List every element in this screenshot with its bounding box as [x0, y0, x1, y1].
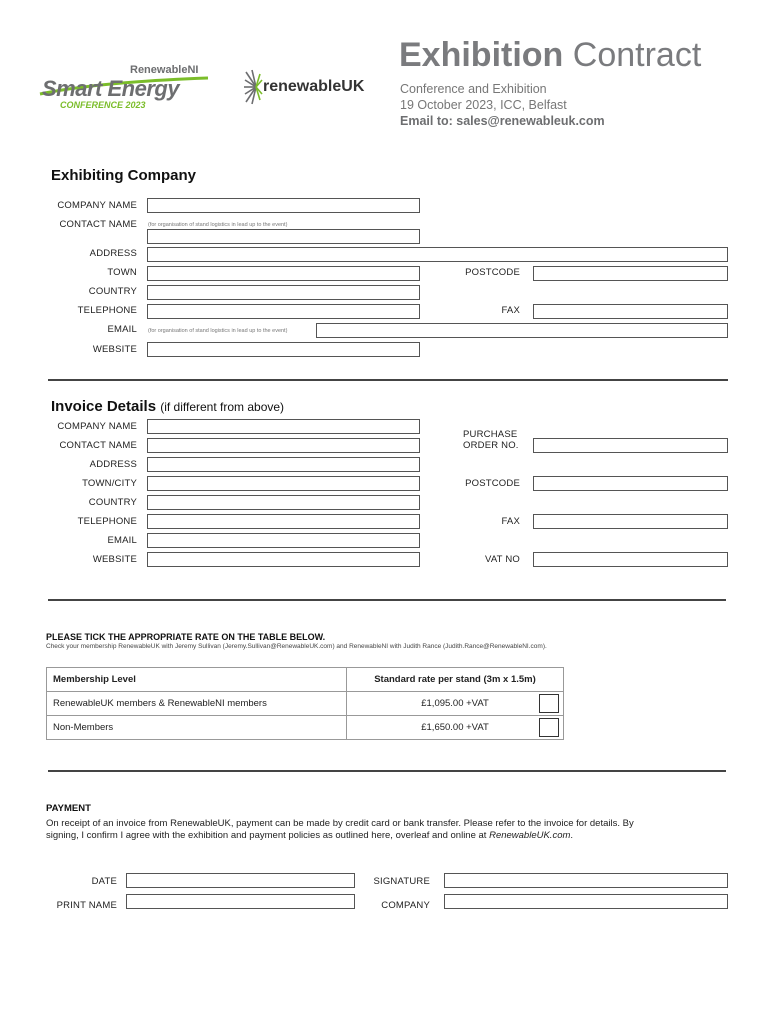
print-name-label: PRINT NAME	[56, 900, 117, 911]
inv-fax-field[interactable]	[533, 514, 728, 529]
inv-contact-name-field[interactable]	[147, 438, 420, 453]
rates-col-price: Standard rate per stand (3m x 1.5m)	[347, 668, 564, 692]
exh-telephone-label: TELEPHONE	[77, 305, 137, 316]
invoice-title-sub: (if different from above)	[160, 400, 285, 414]
rates-row-members-price-cell	[347, 692, 564, 716]
company-field[interactable]	[444, 894, 728, 909]
rates-note: Check your membership RenewableUK with Jeremy Sullivan (Jeremy.Sullivan@RenewableUK.com) and RenewableNI with Judith Rance (Judith.Rance@RenewableNI.com).	[46, 643, 547, 650]
inv-telephone-field[interactable]	[147, 514, 420, 529]
inv-country-field[interactable]	[147, 495, 420, 510]
rates-heading: PLEASE TICK THE APPROPRIATE RATE ON THE TABLE BELOW.	[46, 632, 326, 642]
inv-email-label: EMAIL	[107, 535, 137, 546]
smart-energy-logo	[38, 64, 218, 114]
company-label: COMPANY	[381, 900, 430, 911]
smart-logo-top: RenewableNI	[130, 64, 199, 76]
inv-po-label-2: ORDER NO.	[463, 440, 519, 451]
payment-text-2: signing, I confirm I agree with the exhibition and payment policies as outlined here, overleaf and online at	[46, 830, 490, 841]
exh-country-field[interactable]	[147, 285, 420, 300]
exhibiting-company-title: Exhibiting Company	[51, 167, 197, 184]
payment-text-end: .	[570, 830, 574, 841]
smart-logo-sub: CONFERENCE 2023	[60, 100, 146, 110]
page-title-light: Contract	[563, 36, 702, 74]
inv-town-label: TOWN/CITY	[82, 478, 137, 489]
exh-town-field[interactable]	[147, 266, 420, 281]
exh-town-label: TOWN	[107, 267, 137, 278]
payment-title: PAYMENT	[46, 803, 91, 814]
exh-website-field[interactable]	[147, 342, 420, 357]
header-email-line[interactable]: Email to: sales@renewableuk.com	[400, 114, 605, 128]
exh-email-field[interactable]	[316, 323, 728, 338]
payment-text-line-2	[46, 830, 573, 841]
rates-nonmembers-tickbox[interactable]	[539, 718, 559, 737]
rates-row-nonmembers	[47, 716, 564, 740]
signature-field[interactable]	[444, 873, 728, 888]
inv-po-label-1: PURCHASE	[463, 429, 518, 440]
rates-row-members-price: £1,095.00 +VAT	[421, 698, 489, 709]
exh-contact-name-label: CONTACT NAME	[59, 219, 137, 230]
invoice-details-title	[51, 398, 284, 415]
inv-po-field[interactable]	[533, 438, 728, 453]
page-title-bold: Exhibition	[399, 36, 564, 74]
exh-address-label: ADDRESS	[89, 248, 137, 259]
payment-text-line-1: On receipt of an invoice from RenewableUK, payment can be made by credit card or bank transfer. Please refer to the invoice for details. By	[46, 818, 634, 829]
exh-address-field[interactable]	[147, 247, 728, 262]
inv-website-label: WEBSITE	[92, 554, 137, 565]
exh-website-label: WEBSITE	[92, 344, 137, 355]
invoice-title-main: Invoice Details	[51, 398, 157, 415]
inv-telephone-label: TELEPHONE	[77, 516, 137, 527]
exh-contact-name-field[interactable]	[147, 229, 420, 244]
exh-email-label: EMAIL	[107, 324, 137, 335]
rates-row-nonmembers-price: £1,650.00 +VAT	[421, 722, 489, 733]
date-label: DATE	[91, 876, 117, 887]
inv-postcode-label: POSTCODE	[465, 478, 520, 489]
rates-header-row	[47, 668, 564, 692]
rates-col-membership: Membership Level	[47, 668, 347, 692]
signature-label: SIGNATURE	[373, 876, 430, 887]
payment-link[interactable]: RenewableUK.com	[489, 830, 571, 841]
exh-contact-note: (for organisation of stand logistics in lead up to the event)	[148, 222, 288, 228]
divider-1	[48, 379, 728, 381]
print-name-field[interactable]	[126, 894, 355, 909]
rates-row-members	[47, 692, 564, 716]
rates-table	[46, 667, 564, 740]
exh-fax-label: FAX	[501, 305, 520, 316]
smart-logo-main: Smart Energy	[42, 76, 180, 101]
rates-row-nonmembers-level: Non-Members	[47, 716, 347, 740]
divider-2	[48, 599, 726, 601]
exh-fax-field[interactable]	[533, 304, 728, 319]
inv-address-label: ADDRESS	[89, 459, 137, 470]
renewableuk-logo	[244, 68, 374, 106]
exh-email-note: (for organisation of stand logistics in lead up to the event)	[148, 328, 288, 334]
divider-3	[48, 770, 726, 772]
date-field[interactable]	[126, 873, 355, 888]
inv-address-field[interactable]	[147, 457, 420, 472]
inv-website-field[interactable]	[147, 552, 420, 567]
renewableuk-wordmark: renewableUK	[263, 78, 365, 95]
exh-company-name-field[interactable]	[147, 198, 420, 213]
exh-telephone-field[interactable]	[147, 304, 420, 319]
inv-vat-field[interactable]	[533, 552, 728, 567]
inv-company-name-field[interactable]	[147, 419, 420, 434]
inv-contact-name-label: CONTACT NAME	[59, 440, 137, 451]
inv-postcode-field[interactable]	[533, 476, 728, 491]
inv-country-label: COUNTRY	[88, 497, 137, 508]
exh-postcode-field[interactable]	[533, 266, 728, 281]
rates-row-members-level: RenewableUK members & RenewableNI members	[47, 692, 347, 716]
inv-email-field[interactable]	[147, 533, 420, 548]
exh-company-name-label: COMPANY NAME	[57, 200, 137, 211]
rates-row-nonmembers-price-cell	[347, 716, 564, 740]
rates-members-tickbox[interactable]	[539, 694, 559, 713]
header-line-2: 19 October 2023, ICC, Belfast	[400, 98, 567, 112]
page-title	[399, 36, 701, 75]
inv-vat-label: VAT NO	[485, 554, 520, 565]
inv-town-field[interactable]	[147, 476, 420, 491]
inv-fax-label: FAX	[501, 516, 520, 527]
exh-country-label: COUNTRY	[88, 286, 137, 297]
header-line-1: Conference and Exhibition	[400, 82, 547, 96]
inv-company-name-label: COMPANY NAME	[57, 421, 137, 432]
exh-postcode-label: POSTCODE	[465, 267, 520, 278]
